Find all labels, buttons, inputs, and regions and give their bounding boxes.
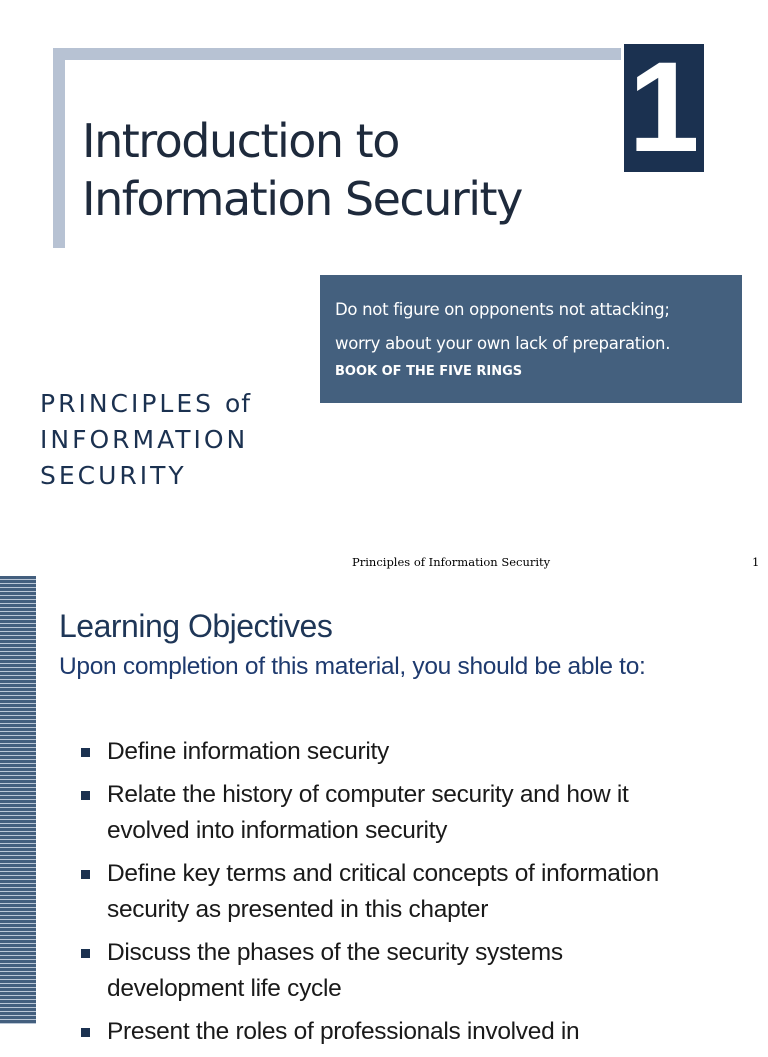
square-bullet-icon <box>81 870 90 879</box>
title-frame-top <box>53 48 621 60</box>
objective-item <box>78 734 758 770</box>
chapter-title <box>82 112 602 228</box>
objective-item <box>78 935 758 1007</box>
book-title-principles: PRINCIPLES <box>40 389 215 418</box>
objectives-list <box>78 734 758 1057</box>
book-title-line-2: INFORMATION <box>40 425 249 454</box>
book-title-of: of <box>224 389 252 418</box>
objective-line: Present the roles of professionals involved in <box>107 1018 580 1045</box>
learning-objectives-subtitle: Upon completion of this material, you should be able to: <box>59 653 646 680</box>
objective-line: development life cycle <box>107 975 342 1002</box>
learning-objectives-title: Learning Objectives <box>59 608 333 644</box>
objective-line: Discuss the phases of the security systems <box>107 939 563 966</box>
objective-line: evolved into information security <box>107 817 448 844</box>
quote-line-1: Do not figure on opponents not attacking; <box>335 300 670 319</box>
footer-page-number: 1 <box>752 555 760 569</box>
chapter-title-line-2: Information Security <box>82 172 522 226</box>
objective-line: Define key terms and critical concepts of information <box>107 860 659 887</box>
epigraph-quote-box <box>320 275 742 403</box>
footer-title: Principles of Information Security <box>352 555 551 569</box>
title-frame-left <box>53 48 65 248</box>
striped-side-bar <box>0 576 36 1024</box>
square-bullet-icon <box>81 1028 90 1037</box>
square-bullet-icon <box>81 791 90 800</box>
chapter-number: 1 <box>628 36 700 179</box>
square-bullet-icon <box>81 748 90 757</box>
objective-item <box>78 856 758 928</box>
objective-line: Relate the history of computer security and how it <box>107 781 629 808</box>
objective-item <box>78 1014 758 1050</box>
square-bullet-icon <box>81 949 90 958</box>
objective-line: Define information security <box>107 738 389 765</box>
quote-source: BOOK OF THE FIVE RINGS <box>335 364 523 379</box>
book-title-line-3: SECURITY <box>40 461 187 490</box>
chapter-title-line-1: Introduction to <box>82 114 399 168</box>
book-title <box>40 386 251 494</box>
quote-line-2: worry about your own lack of preparation. <box>335 334 671 353</box>
book-title-line-1 <box>40 386 251 422</box>
objective-item <box>78 777 758 849</box>
objective-line: security as presented in this chapter <box>107 896 489 923</box>
chapter-number-box <box>624 36 704 179</box>
